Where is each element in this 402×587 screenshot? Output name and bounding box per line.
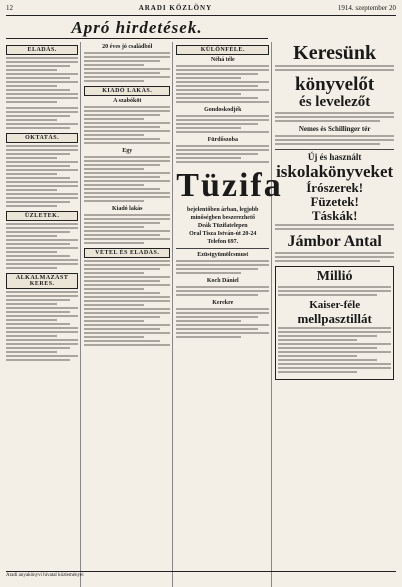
tuzifa-ad-title: Tüzifa [176, 167, 283, 204]
millio-ad [275, 266, 394, 380]
levelezo-heading: és levelezőt [299, 94, 371, 110]
ad-body [6, 107, 78, 129]
jambor-heading: Jámbor Antal [287, 233, 382, 250]
kaiser-heading: Kaiser-féle [309, 299, 361, 311]
konyvelo-heading: könyvelőt [295, 74, 375, 95]
section-uzletek: ÜZLETEK. [6, 211, 78, 221]
ad-body [275, 135, 394, 145]
column-3 [176, 42, 283, 587]
ad-heading: Kiadó lakás [111, 206, 143, 212]
ad-body [6, 223, 78, 269]
mellpasztillat-heading: mellpasztillát [297, 311, 372, 326]
ad-body [275, 224, 394, 230]
section-kulonfele: KÜLÖNFÉLE. [176, 45, 269, 55]
ad-heading: 20 éves jó családból [102, 44, 153, 50]
section-vetel: VÉTEL ÉS ELADÁS. [84, 248, 170, 258]
masthead [6, 4, 396, 16]
ad-heading: Fürdőszoba [207, 137, 238, 143]
ad-body [176, 308, 269, 338]
section-elado: ELADÁS. [6, 45, 78, 55]
page-number: 12 [6, 4, 13, 12]
columns [6, 42, 396, 587]
iroszerek-heading: Írószerek! [306, 180, 364, 195]
ad-heading: Kerekre [212, 300, 234, 306]
section-alkalmazast-keres: ALKALMAZÁST KERES. [6, 273, 78, 289]
ad-body [84, 260, 170, 346]
ad-body [6, 291, 78, 361]
issue-date: 1914. szeptember 20 [337, 4, 396, 12]
ad-body [84, 156, 170, 202]
tuzifa-address: Deák Tüzifatelepen [197, 223, 248, 229]
column-2 [84, 42, 173, 587]
section-kiado: KIADÓ LAKÁS. [84, 86, 170, 96]
tuzifa-subline: bejelentőben árban, legjobb [187, 207, 259, 213]
ad-heading: Egy [122, 148, 133, 154]
taskak-heading: Táskák! [311, 208, 358, 223]
column-1 [6, 42, 81, 587]
ad-body [6, 145, 78, 207]
ad-body [84, 52, 170, 82]
ad-body [176, 286, 269, 296]
ad-body [278, 327, 391, 373]
page-footer: Aradi anyakönyvi hivatal közleményei [6, 571, 396, 578]
ad-body [176, 115, 269, 133]
company-name: Nemes és Schillinger tér [298, 125, 371, 133]
divider [275, 149, 394, 150]
millio-heading: Millió [316, 269, 353, 284]
ad-body [84, 106, 170, 144]
tuzifa-phone: Telefon 697. [207, 239, 239, 245]
ad-heading: Néhá téle [210, 57, 235, 63]
iskolakonyvek-heading: iskolakönyveket [276, 162, 394, 181]
column-4 [275, 42, 396, 587]
divider [176, 248, 269, 249]
ad-body [6, 57, 78, 103]
ujuzlet-heading: Új és használt [307, 152, 362, 162]
ad-heading: A szabóköt [113, 98, 142, 104]
keresunk-heading: Keresünk [293, 42, 377, 64]
fuzetek-heading: Füzetek! [310, 194, 359, 209]
ad-body [176, 145, 269, 163]
section-oktatas: OKTATÁS. [6, 133, 78, 143]
classifieds-banner: Apró hirdetések. [6, 18, 268, 39]
ad-body [275, 252, 394, 262]
paper-title: ARADI KÖZLÖNY [138, 4, 213, 12]
ad-body [176, 260, 269, 274]
ad-heading: Koch Dániel [206, 278, 239, 284]
ad-body [275, 112, 394, 122]
tuzifa-address: Oral Tisza István-út 20-24 [189, 231, 257, 237]
ad-body [84, 214, 170, 244]
ad-heading: Gondoskodjék [204, 107, 242, 113]
tuzifa-subline: minőségben beszerezhető [190, 215, 255, 221]
ad-body [278, 286, 391, 296]
ad-body [176, 65, 269, 103]
ad-body [275, 65, 394, 71]
ad-heading: Ezüstgyümölcsmust [197, 252, 249, 258]
